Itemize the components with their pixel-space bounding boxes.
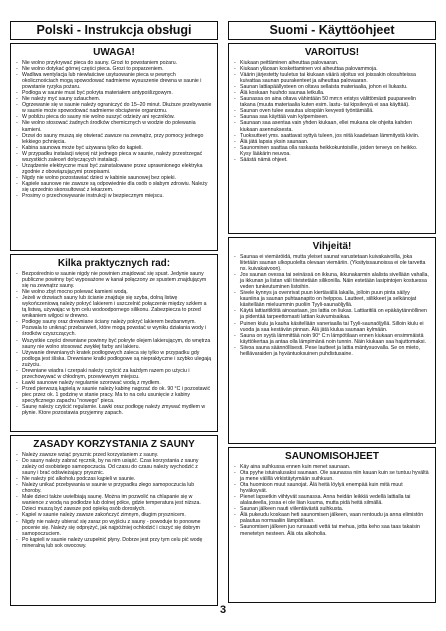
finnish-warning-item: - Säästä nämä ohjeet. bbox=[234, 157, 430, 163]
polish-tips-item: - Wszystkie części drewniane powinny być pokryte olejem lakierującym, do wnętrza sauny nie wolno stosować zwykłej farby ani lakieru. bbox=[16, 338, 212, 350]
finnish-rules-item-list bbox=[234, 464, 430, 537]
finnish-tips-item: - Jos saunan ovessa tai seinässä on ikkuna, ikkunakarmin alalista sivellään vahalla, ja ikkunan ja listan väli tiivistetään silikonilla. Näin estetään lasipintojen kostuessa veden tunkeutuminen listoihin. bbox=[234, 272, 430, 290]
finnish-warning-item: - Saunassa on aina oltava vähintään 50 mm:n eristys välittömästi puupaneelin takana (muuta materiaalia kuten esim. lastu- tai kipsilevyä ei saa käyttää). bbox=[234, 96, 430, 108]
polish-rules-item: - Do sauny należy zabrać ręcznik, by na nim usiąść. Czas korzystania z sauny zależy od osobistego samopoczucia. Od czasu do czasu należy wychodzić z sauny i brać odświeżający prysznic. bbox=[16, 458, 212, 476]
finnish-warning-item: - Saunominen saattaa olla raskasta heikkokuntoisille, joiden terveys on heikko. Kysy lääkärin neuvoa. bbox=[234, 145, 430, 157]
polish-tips-item: - Drewniane wiadra i czerpaki należy czyścić za każdym razem po użyciu i przechowywać w chłodnym, przewiewnym miejscu. bbox=[16, 368, 212, 380]
polish-rules-box bbox=[10, 435, 218, 606]
finnish-warning-item: - Tuoksutteet yms. saattavat syttyä tuleen, jos niitä kaadetaan lämmitystä kiviin. bbox=[234, 133, 430, 139]
polish-warning-item: - Prosimy o przechowywanie instrukcji w bezpiecznym miejscu. bbox=[16, 193, 212, 199]
finnish-tips-item: - Sauna on syytä lämmittää noin 90° C:n lämpötilaan ennen kiukaan ensimmäistä käyttökertaa ja antaa olla lämpimänä noin tunnin. Näin kiukaan saa hajuttomaksi. bbox=[234, 333, 430, 345]
finnish-warning-item: - Väärin järjestetty tuuletus tai kiukaan väärä sijoitus voi joissakin olosuhteissa kuivattaa saunan puurakenteet ja aiheuttaa palovaaran. bbox=[234, 72, 430, 84]
finnish-column bbox=[228, 21, 436, 606]
polish-tips-item: - Przed pierwszą kąpielą w saunie należy kabinę nagrzać do ok. 90 °C i pozostawić piec przez ok. 1 godzinę w stanie pracy. Ma to na celu usunięcie z kabiny specyficznego zapachu "nowego" pieca. bbox=[16, 386, 212, 404]
finnish-tips-item: - Puinen kiulu ja kauha käsitellään vaneriaalla tai Tyyli-saunaöljyllä. Silloin kiulu ei vuoda ja saa kestävän pinnan. Älä jätä kiulua saunaan kylmään. bbox=[234, 321, 430, 333]
finnish-header: Suomi - Käyttöohjeet bbox=[228, 21, 436, 40]
polish-warning-item: - Ogrzewanie się w saunie należy ograniczyć do 15–20 minut. Dłuższe przebywanie w saunie może spowodować nadmierne obciążenie organizmu. bbox=[16, 102, 212, 114]
finnish-warning-item: - Saunaa saa käyttää vain kylpemiseen. bbox=[234, 114, 430, 120]
finnish-rules-box bbox=[228, 447, 436, 603]
finnish-rules-item: - Pienet lapsetkin viihtyvät saunassa. Anna heidän leikkiä vedellä lattialla tai alalauteella, jossa ei ole liian kuuma, mutta pidä heitä silmällä. bbox=[234, 494, 430, 506]
polish-warning-item: - Nie wolno przykrywać pieca do sauny. Grozi to powstaniem pożaru. bbox=[16, 60, 212, 66]
polish-tips-item-list bbox=[16, 271, 212, 416]
polish-warning-item: - W przypadku instalacji więcej niż jednego pieca w saunie, należy przestrzegać wszystkich zaleceń dotyczących instalacji. bbox=[16, 151, 212, 163]
polish-warning-item: - Nie wolno dotykać górnej części pieca. Grozi to poparzeniem. bbox=[16, 66, 212, 72]
finnish-tips-item: - Saunaa ei viemäröidä, mutta yleiset saunat varustetaan kuivakaivoilla, joka liitetään saunan ulkopuolelta olevaan viemäriin. (Yksityissaunoissa ei ole tarvetta ns. kuivakaivoon). bbox=[234, 254, 430, 272]
polish-rules-item: - Kąpiel w saunie należy zawsze zakończyć zimnym, długim prysznicem. bbox=[16, 512, 212, 518]
polish-warning-title: UWAGA! bbox=[93, 47, 135, 58]
finnish-warning-item: - Älä koskaan huuhdo saunaa letkulla. bbox=[234, 90, 430, 96]
finnish-warning-item: - Saunan oven tulee avautua ulospäin kevyesti työntämällä. bbox=[234, 108, 430, 114]
polish-warning-box bbox=[10, 43, 218, 251]
finnish-rules-item: - Saunomisen jälkeen juo runsaasti vettä tai mehua, jotta keho saa taas takaisin menetetyn nesteen. Älä ota alkoholia. bbox=[234, 524, 430, 536]
finnish-rules-title: SAUNOMISOHJEET bbox=[285, 451, 379, 462]
polish-tips-box bbox=[10, 254, 218, 432]
polish-rules-item-list bbox=[16, 452, 212, 549]
finnish-rules-item: - Saunan jälkeen nauti viilentävästä suihkusta. bbox=[234, 506, 430, 512]
finnish-warning-item: - Kiukaan yläosan koskettaminen voi aiheuttaa palovammoja. bbox=[234, 66, 430, 72]
finnish-tips-item: - Käytä lattiaritilöitä ainoastaan, jos lattia on liukas. Lattiaritilä on epäkäytännöllinen ja pidentää tarpeettomasti lattian kuivumisaikaa. bbox=[234, 308, 430, 320]
polish-tips-item: - Nie wolno zbyt mocno polewać kamieni wodą. bbox=[16, 289, 212, 295]
finnish-tips-box bbox=[228, 237, 436, 444]
polish-warning-item: - Nie należy myć sauny szlauchem. bbox=[16, 96, 212, 102]
finnish-warning-item: - Kiukaan peittäminen aiheuttaa palovaaran. bbox=[234, 60, 430, 66]
polish-warning-item: - Kąpiele saunowe nie zawsze są odpowiednie dla osób o słabym zdrowiu. Należy się uprzednio skonsultować z lekarzem. bbox=[16, 181, 212, 193]
finnish-warning-item-list bbox=[234, 60, 430, 163]
polish-tips-item: - Bezpośrednio w saunie nigdy nie powinien znajdować się spust. Jedynie sauny publiczne powinny być wyposażone w kanał połączony ze spustem znajdującym się na zewnątrz sauny. bbox=[16, 271, 212, 289]
polish-rules-item: - Po kąpieli w saunie należy uzupełnić płyny. Dobrze jest przy tym celu pić wodę mineralną lub sok owocowy. bbox=[16, 537, 212, 549]
finnish-warning-item: - Älä jätä lapsia yksin saunaan. bbox=[234, 139, 430, 145]
polish-tips-item: - Saunę należy czyścić regularnie. Ławki oraz podłogę należy zmywać mydłem w płynie. Ktore pozostawia przyjemny zapach. bbox=[16, 404, 212, 416]
finnish-rules-item: - Älä pukeudu koskaan heti saunomisen jälkeen, vaan rentoudu ja anna elimistön palautua normaaliin lämpötilaan. bbox=[234, 512, 430, 524]
polish-warning-item: - Kabina saunowa może być używana tylko do kąpieli. bbox=[16, 145, 212, 151]
polish-header: Polski - Instrukcja obsługi bbox=[10, 21, 218, 40]
polish-tips-item: - Ławki saunowe należy regularnie szorować wodą z mydłem. bbox=[16, 380, 212, 386]
polish-rules-item: - Nie należy pić alkoholu podczas kąpieli w saunie. bbox=[16, 476, 212, 482]
polish-warning-item: - Wadliwa wentylacja lub niewłaściwe usytuowanie pieca w pewnych okolicznościach mogą spowodować nadmierne wysuszenie drewna w saunie i powstanie ryzyka pożaru. bbox=[16, 72, 212, 90]
finnish-tips-item: - Sivele kynnys ja ovenrivat puun kiertävällä lakalla, jolloin puun pinta säilyy kauniina ja saunan puhtaanapito on helppoa. Lautteet, siilikkeet ja selkänojat käsitellään mieluummin puoliin Tyyli-saunaöljyllä. bbox=[234, 290, 430, 308]
finnish-tips-title: Vihjeitä! bbox=[312, 241, 352, 252]
polish-warning-item: - Podłoga w saunie musi być pokryta materiałem antypoślizgowym. bbox=[16, 90, 212, 96]
polish-warning-item: - Nie wolno stosować żadnych środków chemicznych w wodzie do polewania kamieni. bbox=[16, 120, 212, 132]
polish-rules-item: - Małe dzieci także uwielbiają saunę. Można im pozwolić na chlapanie się w wanience z wodą na podłodze lub dolnej półce, gdzie temperatura jest niższa. Dzieci muszą być zawsze pod opieką osób dorosłych. bbox=[16, 494, 212, 512]
polish-warning-item: - Nigdy nie wolno pozostawiać dzieci w kabinie saunowej bez opieki. bbox=[16, 175, 212, 181]
polish-warning-item: - Urządzenie elektryczne musi być zainstalowane przez uprawnionego elektryka zgodnie z obowiązującymi przepisami. bbox=[16, 163, 212, 175]
finnish-warning-item: - Saunan lattiapäällysteen on oltava sellaista materiaalia, johon ei liukastu. bbox=[234, 84, 430, 90]
polish-tips-title: Kilka praktycznych rad: bbox=[57, 258, 171, 269]
finnish-tips-item-list bbox=[234, 254, 430, 357]
polish-warning-item-list bbox=[16, 60, 212, 199]
finnish-warning-box bbox=[228, 43, 436, 234]
finnish-warning-item: - Saunaan saa asentaa vain yhden kiukaan, ellei mukana ole ohjeita kahden kiukaan asennuksesta. bbox=[234, 120, 430, 132]
finnish-warning-title: VAROITUS! bbox=[304, 47, 360, 58]
polish-warning-item: - Drzwi do sauny muszą się otwierać zawsze na zewnątrz, przy pomocy jednego lekkiego pchnięcia. bbox=[16, 133, 212, 145]
polish-rules-item: - Nigdy nie należy ubierać się zaraz po wyjściu z sauny - powoduje to ponowne pocenie się. Należy się odprężyć, jak najpóźniej ochłodzić i ciszyć się dobrym samopoczuciem. bbox=[16, 519, 212, 537]
polish-tips-item: - Używanie drewnianych kratek podłogowych zaleca się tylko w przypadku gdy podłoga jest śliska. Drewniane kratki podłogowe są niepraktyczne i szybko ulegają zużyciu. bbox=[16, 350, 212, 368]
finnish-rules-item: - Käy aina suihkussa ennen kuin menet saunaan. bbox=[234, 464, 430, 470]
page-number: 3 bbox=[219, 604, 227, 616]
polish-rules-item: - Należy zawsze wziąć prysznic przed korzystaniem z sauny. bbox=[16, 452, 212, 458]
polish-tips-item: - Jeżeli w drzwiach sauny lub ścianie znajduje się szyba, dolną listwę wykończeniową należy pokryć lakierem i uszczelnić połączenie między szkłem a tą listwą, używając w tym celu wodoodpornego silikonu. Zabezpiecza to przed wnikaniem wilgoci w drewno. bbox=[16, 295, 212, 319]
finnish-rules-item: - Ota pyyhe istuinalusaksi saunaan. Ole saunassa niin kauan kuin se tuntuu hyvältä ja mene välillä virkistäytymään suihkuun. bbox=[234, 470, 430, 482]
polish-column bbox=[10, 21, 218, 609]
finnish-rules-item: - Ota huomioon muut saunojat. Älä heitä löylyä enempää kuin mitä muut hyväksyvät. bbox=[234, 482, 430, 494]
finnish-tips-item: - Siivoa sauna säännöllisesti. Pese lautteet ja lattia mäntysuovalla. Se on mieto, heillävaraiden ja hyväntuoksuinen puhdistusaine. bbox=[234, 345, 430, 357]
polish-tips-item: - Podłogę sauny oraz drewniane ściany należy pokryć lakierem bezbarwnym. Pozwala to uniknąć przebarwień, które mogą powstać w wyniku działania wody i środków czyszczących. bbox=[16, 319, 212, 337]
polish-rules-title: ZASADY KORZYSTANIA Z SAUNY bbox=[33, 439, 195, 450]
polish-warning-item: - W pobliżu pieca do sauny nie wolno suszyć odzieży ani ręczników. bbox=[16, 114, 212, 120]
polish-rules-item: - Należy unikać przebywania w saunie w przypadku złego samopoczucia lub choroby. bbox=[16, 482, 212, 494]
